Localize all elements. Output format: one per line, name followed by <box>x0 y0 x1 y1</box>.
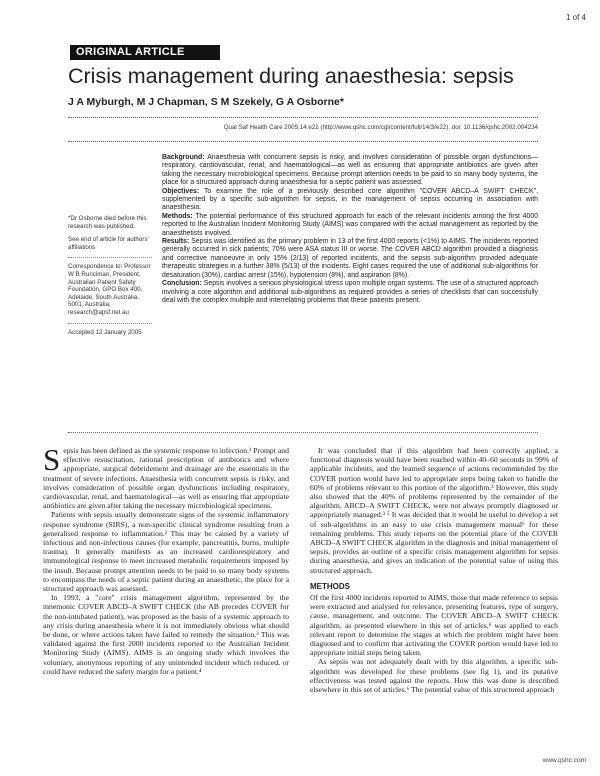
background-label: Background: <box>162 154 205 161</box>
body-paragraph: As sepsis was not adequately dealt with by this algorithm, a specific sub-algorithm was developed for these problems (see fig 1), and its putative effectiveness was tested against the reports. How this was done is described elsewhere in this set of articles.⁶ The potential value of this structured approach <box>310 657 558 695</box>
abstract-divider <box>68 432 538 433</box>
body-column-right <box>310 446 558 752</box>
results-label: Results: <box>162 238 190 246</box>
results-text: Sepsis was identified as the primary problem in 13 of the first 4000 reports (<1%) to AIMS. The incidents reported generally occurred in sick patients; 70% were ASA status III or worse. The COVER ABCD algorithm provided a diagnosis and corrective manoeuvre in only 15% (2/13) of reported incidents, and the sepsis sub-algorithm provided adequate therapeutic strategies in a further 38% (5/13) of the incidents. Eight cases required the use of additional sub-algorithms for desaturation (30%), cardiac arrest (15%), hypotension (8%), and aspiration (8%). <box>162 238 539 279</box>
body-paragraph: Of the first 4000 incidents reported to AIMS, those that made reference to sepsis were extracted and analysed for relevance, presenting features, type of surgery, cause, management, and outcome. The COVER ABCD–A SWIFT CHECK algorithm, as presented elsewhere in this set of articles,⁶ was applied to each relevant report to determine the stages at which the problem might have been diagnosed and to confirm that activating the COVER portion would have led to appropriate initial steps being taken. <box>310 593 558 658</box>
correspondence-note: Correspondence to: Professor W B Runciman, President, Australian Patient Safety Foundation, GPO Box 400, Adelaide, South Australia, 5001, Australia; research@apsf.net.au <box>68 263 151 316</box>
abstract-results <box>162 238 538 280</box>
paragraph-text: epsis has been defined as the systemic response to infection.¹ Prompt and effective resuscitation, rational prescription of antibiotics and where appropriate, surgical debridement and drainage are the essentials in the treatment of severe infections. Anaesthesia with concurrent sepsis is risky, and involves consideration of possible organ dysfunctions including respiratory, cardiovascular, renal, and haematological—as well as ensuring that appropriate antibiotics are given after taking the necessary microbiological specimens. <box>43 446 289 511</box>
header-divider <box>68 117 538 118</box>
objectives-text: To examine the role of a previously described core algorithm "COVER ABCD–A SWIFT CHECK", supplemented by a specific sub-algorithm for sepsis, in the management of sepsis occurring in association with anaesthesia. <box>162 187 538 212</box>
citation-line: Qual Saf Health Care 2005;14:e22 (http://www.qshc.com/cgi/content/full/14/3/e22). doi: 10.1136/qshc.2002.004234 <box>223 124 538 131</box>
abstract-methods <box>162 213 538 238</box>
body-paragraph: It was concluded that if this algorithm had been correctly applied, a functional diagnosis would have been reached within 40–60 seconds in 99% of applicable incidents, and the learned sequence of actions recommended by the COVER portion would have led to appropriate steps being taken to handle the 60% of problems relevant to this portion of the algorithm.³ However, this study also showed that the 40% of problems represented by the remainder of the algorithm, ABCD–A SWIFT CHECK, were not always promptly diagnosed or appropriately managed.³ ⁵ It was decided that it would be useful to develop a set of sub-algorithms in an easy to use crisis management manual⁶ for these remaining problems. This study reports on the potential place of the COVER ABCD–A SWIFT CHECK algorithm in the diagnosis and initial management of sepsis, provides an outline of a specific crisis management algorithm for sepsis during anaesthesia, and gives an indication of the potential value of using this structured approach. <box>310 446 558 575</box>
conclusion-label: Conclusion: <box>162 280 202 288</box>
page-number: 1 of 4 <box>565 13 586 22</box>
affiliations-note: See end of article for authors' affiliations <box>68 236 149 251</box>
section-label: ORIGINAL ARTICLE <box>70 45 220 60</box>
abstract-background <box>162 154 538 188</box>
body-paragraph: Patients with sepsis usually demonstrate signs of the systemic inflammatory response syndrome (SIRS), a non-specific clinical syndrome resulting from a generalised response to inflammation.² This may be caused by a variety of infectious and non-infectious causes (for example, pancreatitis, burns, multiple trauma). It generally manifests as an increased cardiorespiratory and immunological response to meet increased metabolic requirements imposed by the insult. Because prompt attention needs to be paid to so many body systems to encompass the needs of a septic patient during an anaesthetic, the place for a structured approach was assessed. <box>43 510 289 594</box>
body-paragraph: In 1993, a "core" crisis management algorithm, represented by the mnemonic COVER ABCD–A SWIFT CHECK (the AB precedes COVER for the non-intubated patient), was proposed as the basis of a systemic approach to any crisis during anaesthesia where it is not immediately obvious what should be done, or where actions taken have failed to remedy the situation.³ This was validated against the first 2000 incidents reported to the Australian Incident Monitoring Study (AIMS). AIMS is an ongoing study which involves the voluntary, anonymous reporting of any unintended incident which reduced, or could have reduced the safety margin for a patient.⁴ <box>43 593 289 676</box>
citation-divider <box>68 141 538 142</box>
article-title: Crisis management during anaesthesia: sepsis <box>68 64 514 88</box>
author-notes <box>68 215 152 342</box>
objectives-label: Objectives: <box>162 187 200 195</box>
abstract <box>162 154 538 305</box>
methods-heading: METHODS <box>310 581 350 591</box>
body-column-left <box>43 446 289 752</box>
footer-url: www.qshc.com <box>542 757 586 764</box>
background-text: Anaesthesia with concurrent sepsis is risky, and involves consideration of possible organ dysfunctions—respiratory, cardiovascular, renal, and haematological—as well as ensuring that appropriate antibiotics are given after taking the necessary microbiological specimens. Because prompt attention needs to be paid to so many body systems, the place for a structured approach during anaesthesia for a septic patient was assessed. <box>162 154 538 187</box>
abstract-objectives <box>162 188 538 213</box>
sidebar-divider <box>68 257 152 258</box>
body-paragraph <box>43 446 289 510</box>
methods-text: The potential performance of this structured approach for each of the relevant incidents among the first 4000 reported to the Australian Incident Monitoring Study (AIMS) was compared with the actual management as reported by the anaesthetists involved. <box>162 212 538 237</box>
sidebar-divider <box>68 323 152 324</box>
drop-cap: S <box>43 446 61 477</box>
abstract-conclusion <box>162 280 538 305</box>
conclusion-text: Sepsis involves a serious physiological stress upon multiple organ systems. The use of a structured approach involving a core algorithm and additional sub-algorithms as required provides a series of checklists that can successfully deal with the complex multiple and interrelating problems that these patients present. <box>162 280 539 304</box>
methods-label: Methods: <box>162 212 193 220</box>
author-list: J A Myburgh, M J Chapman, S M Szekely, G A Osborne* <box>68 96 344 108</box>
deceased-note: *Dr Osborne died before this research was published. <box>68 215 147 230</box>
accepted-date: Accepted 12 January 2005 <box>68 328 142 336</box>
